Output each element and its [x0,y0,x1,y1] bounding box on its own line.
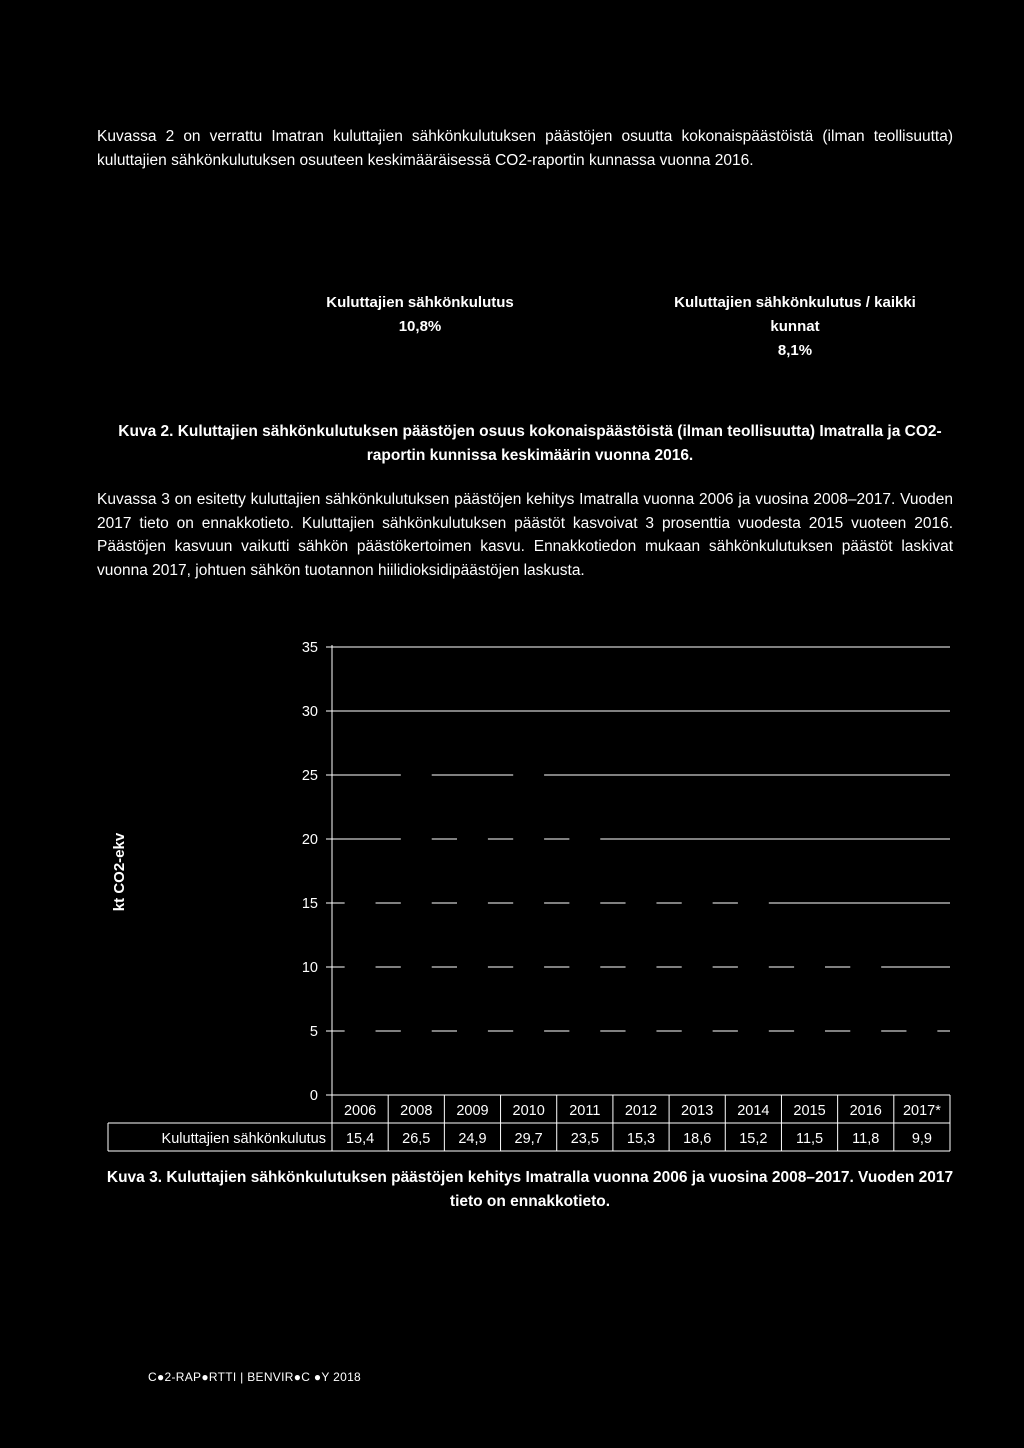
category-label: 2017* [902,1103,941,1119]
bar [738,900,769,1095]
y-tick-label: 25 [301,768,318,784]
figure3-caption: Kuva 3. Kuluttajien sähkönkulutuksen päästöjen kehitys Imatralla vuonna 2006 ja vuosina 2008–2017. Vuoden 2017 tieto on ennakkotieto. [106,1169,954,1210]
bar [794,948,825,1095]
category-label: 2006 [343,1103,377,1119]
bar [626,899,657,1095]
intro-paragraph: Kuvassa 2 on verrattu Imatran kuluttajien sähkönkulutuksen päästöjen osuutta kokonaispäästöistä (ilman teollisuutta) kuluttajien sähkönkulutuksen osuuteen keskimääräisessä CO2-raportin kunnassa vuonna 2016. [97,128,953,169]
series-name: Kuluttajien sähkönkulutus [161,1131,326,1147]
pie-label-all-value: 8,1% [777,342,813,359]
grid [326,645,950,1095]
data-value: 29,7 [514,1131,543,1147]
y-tick-label: 15 [301,896,318,912]
y-tick-label: 5 [309,1024,318,1040]
emissions-chart [0,620,1024,1160]
data-value: 9,9 [911,1131,932,1147]
bar [569,794,600,1095]
y-tick-label: 0 [309,1088,318,1104]
y-tick-label: 30 [301,704,318,720]
data-value: 15,2 [739,1131,768,1147]
footer: C●2-RAP●RTTI | BENVIR●C ●Y 2018 [148,1370,362,1384]
data-value: 15,4 [345,1131,375,1147]
pie-label-imatra [300,291,540,339]
pie-label-all-title: Kuluttajien sähkönkulutus / kaikki kunnat [674,294,916,335]
pie-label-all [650,291,940,363]
bar [345,898,376,1095]
data-value: 18,6 [683,1131,712,1147]
y-ticks [302,640,318,1104]
bar [513,715,544,1095]
data-value: 15,3 [626,1131,656,1147]
bar [682,857,713,1095]
y-axis-title [111,832,128,911]
bar [850,944,881,1095]
y-tick-label: 35 [301,640,318,656]
bar [906,968,937,1095]
y-axis-label: kt CO2-ekv [111,832,128,912]
category-label: 2015 [793,1103,826,1119]
y-tick-label: 10 [301,960,318,976]
y-tick-label: 20 [301,832,318,848]
pie-label-imatra-value: 10,8% [398,318,442,335]
category-label: 2009 [456,1103,489,1119]
category-label: 2014 [737,1103,770,1119]
category-label: 2013 [681,1103,714,1119]
data-value: 11,5 [795,1131,824,1147]
bar [457,776,488,1095]
category-label: 2016 [849,1103,882,1119]
figure2-caption: Kuva 2. Kuluttajien sähkönkulutuksen päästöjen osuus kokonaispäästöistä (ilman teollisuutta) Imatralla ja CO2-raportin kunnissa keskimäärin vuonna 2016. [118,423,942,464]
figure3-paragraph: Kuvassa 3 on esitetty kuluttajien sähkönkulutuksen päästöjen kehitys Imatralla vuonna 2006 ja vuosina 2008–2017. Vuoden 2017 tieto on ennakkotieto. Kuluttajien sähkönkulutuksen päästöt kasvoivat 3 prosenttia vuodesta 2015 vuoteen 2016. Päästöjen kasvuun vaikutti sähkön päästökertoimen kasvu. Ennakkotiedon mukaan sähkönkulutuksen päästöt laskivat vuonna 2017, johtuen sähkön tuotannon hiilidioksidipäästöjen laskusta. [97,491,953,579]
data-table [108,1095,950,1151]
data-value: 23,5 [570,1131,599,1147]
category-label: 2008 [400,1103,433,1119]
category-label: 2012 [624,1103,658,1119]
category-label: 2010 [512,1103,545,1119]
data-value: 11,8 [852,1131,880,1147]
category-label: 2011 [569,1103,601,1119]
pie-label-imatra-title: Kuluttajien sähkönkulutus [326,294,514,311]
data-value: 24,9 [458,1131,487,1147]
data-value: 26,5 [402,1131,431,1147]
bar [401,756,432,1095]
